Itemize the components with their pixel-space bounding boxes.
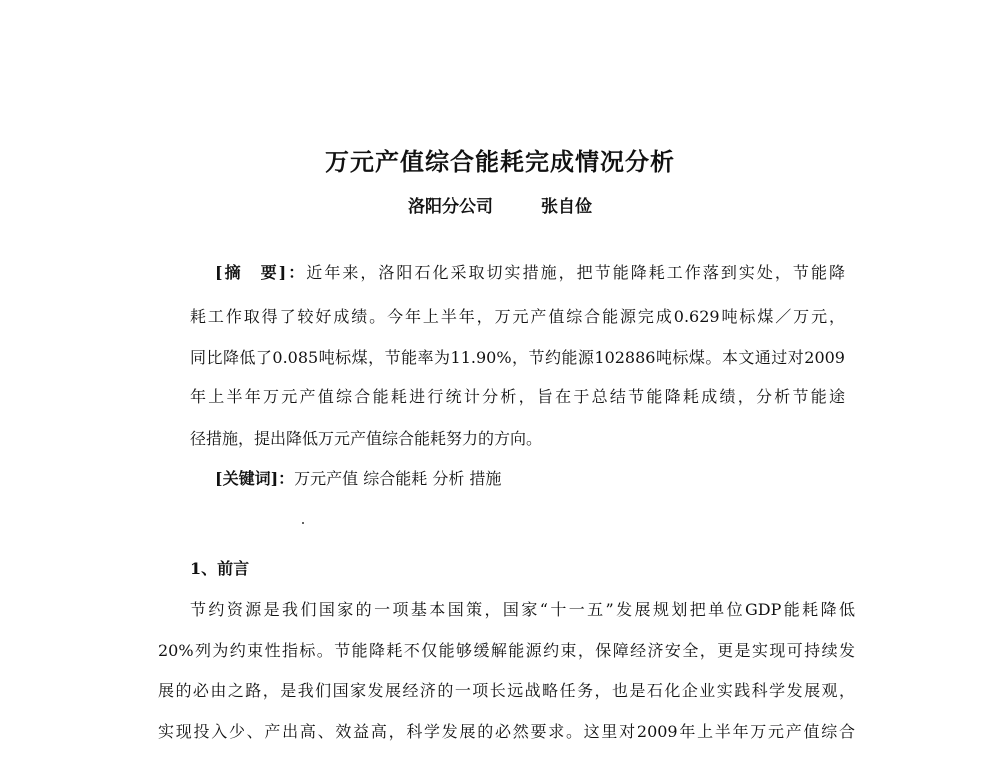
section-heading: 1、前言 [190, 559, 250, 578]
abstract-text-1: 近年来，洛阳石化采取切实措施，把节能降耗工作落到实处，节能降 [306, 263, 845, 282]
body-line-1: 节约资源是我们国家的一项基本国策，国家“十一五”发展规划把单位GDP能耗降低 [190, 600, 855, 619]
body-line-4: 实现投入少、产出高、效益高，科学发展的必然要求。这里对2009年上半年万元产值综合 [158, 722, 855, 741]
keywords-line [215, 468, 501, 490]
abstract-line-3: 同比降低了0.085吨标煤，节能率为11.90%，节约能源102886吨标煤。本文通过对2009 [190, 348, 845, 367]
abstract-line-4: 年上半年万元产值综合能耗进行统计分析，旨在于总结节能降耗成绩，分析节能途 [190, 387, 845, 406]
author-line [0, 192, 1000, 217]
keywords-text: 万元产值 综合能耗 分析 措施 [294, 469, 502, 488]
body-line-2: 20%列为约束性指标。节能降耗不仅能够缓解能源约束，保障经济安全，更是实现可持续发 [158, 641, 855, 660]
keywords-label: [关键词]： [215, 469, 295, 488]
abstract-line-2: 耗工作取得了较好成绩。今年上半年，万元产值综合能源完成0.629吨标煤／万元， [190, 307, 845, 326]
abstract-line-1 [215, 262, 845, 284]
author-name: 张自俭 [541, 197, 592, 217]
body-line-3: 展的必由之路，是我们国家发展经济的一项长远战略任务，也是石化企业实践科学发展观， [158, 681, 855, 700]
author-organization: 洛阳分公司 [408, 197, 493, 217]
abstract-label: [摘 要]： [215, 263, 307, 282]
abstract-line-5: 径措施，提出降低万元产值综合能耗努力的方向。 [190, 429, 543, 448]
scan-speck [302, 522, 304, 524]
paper-title: 万元产值综合能耗完成情况分析 [325, 148, 675, 176]
